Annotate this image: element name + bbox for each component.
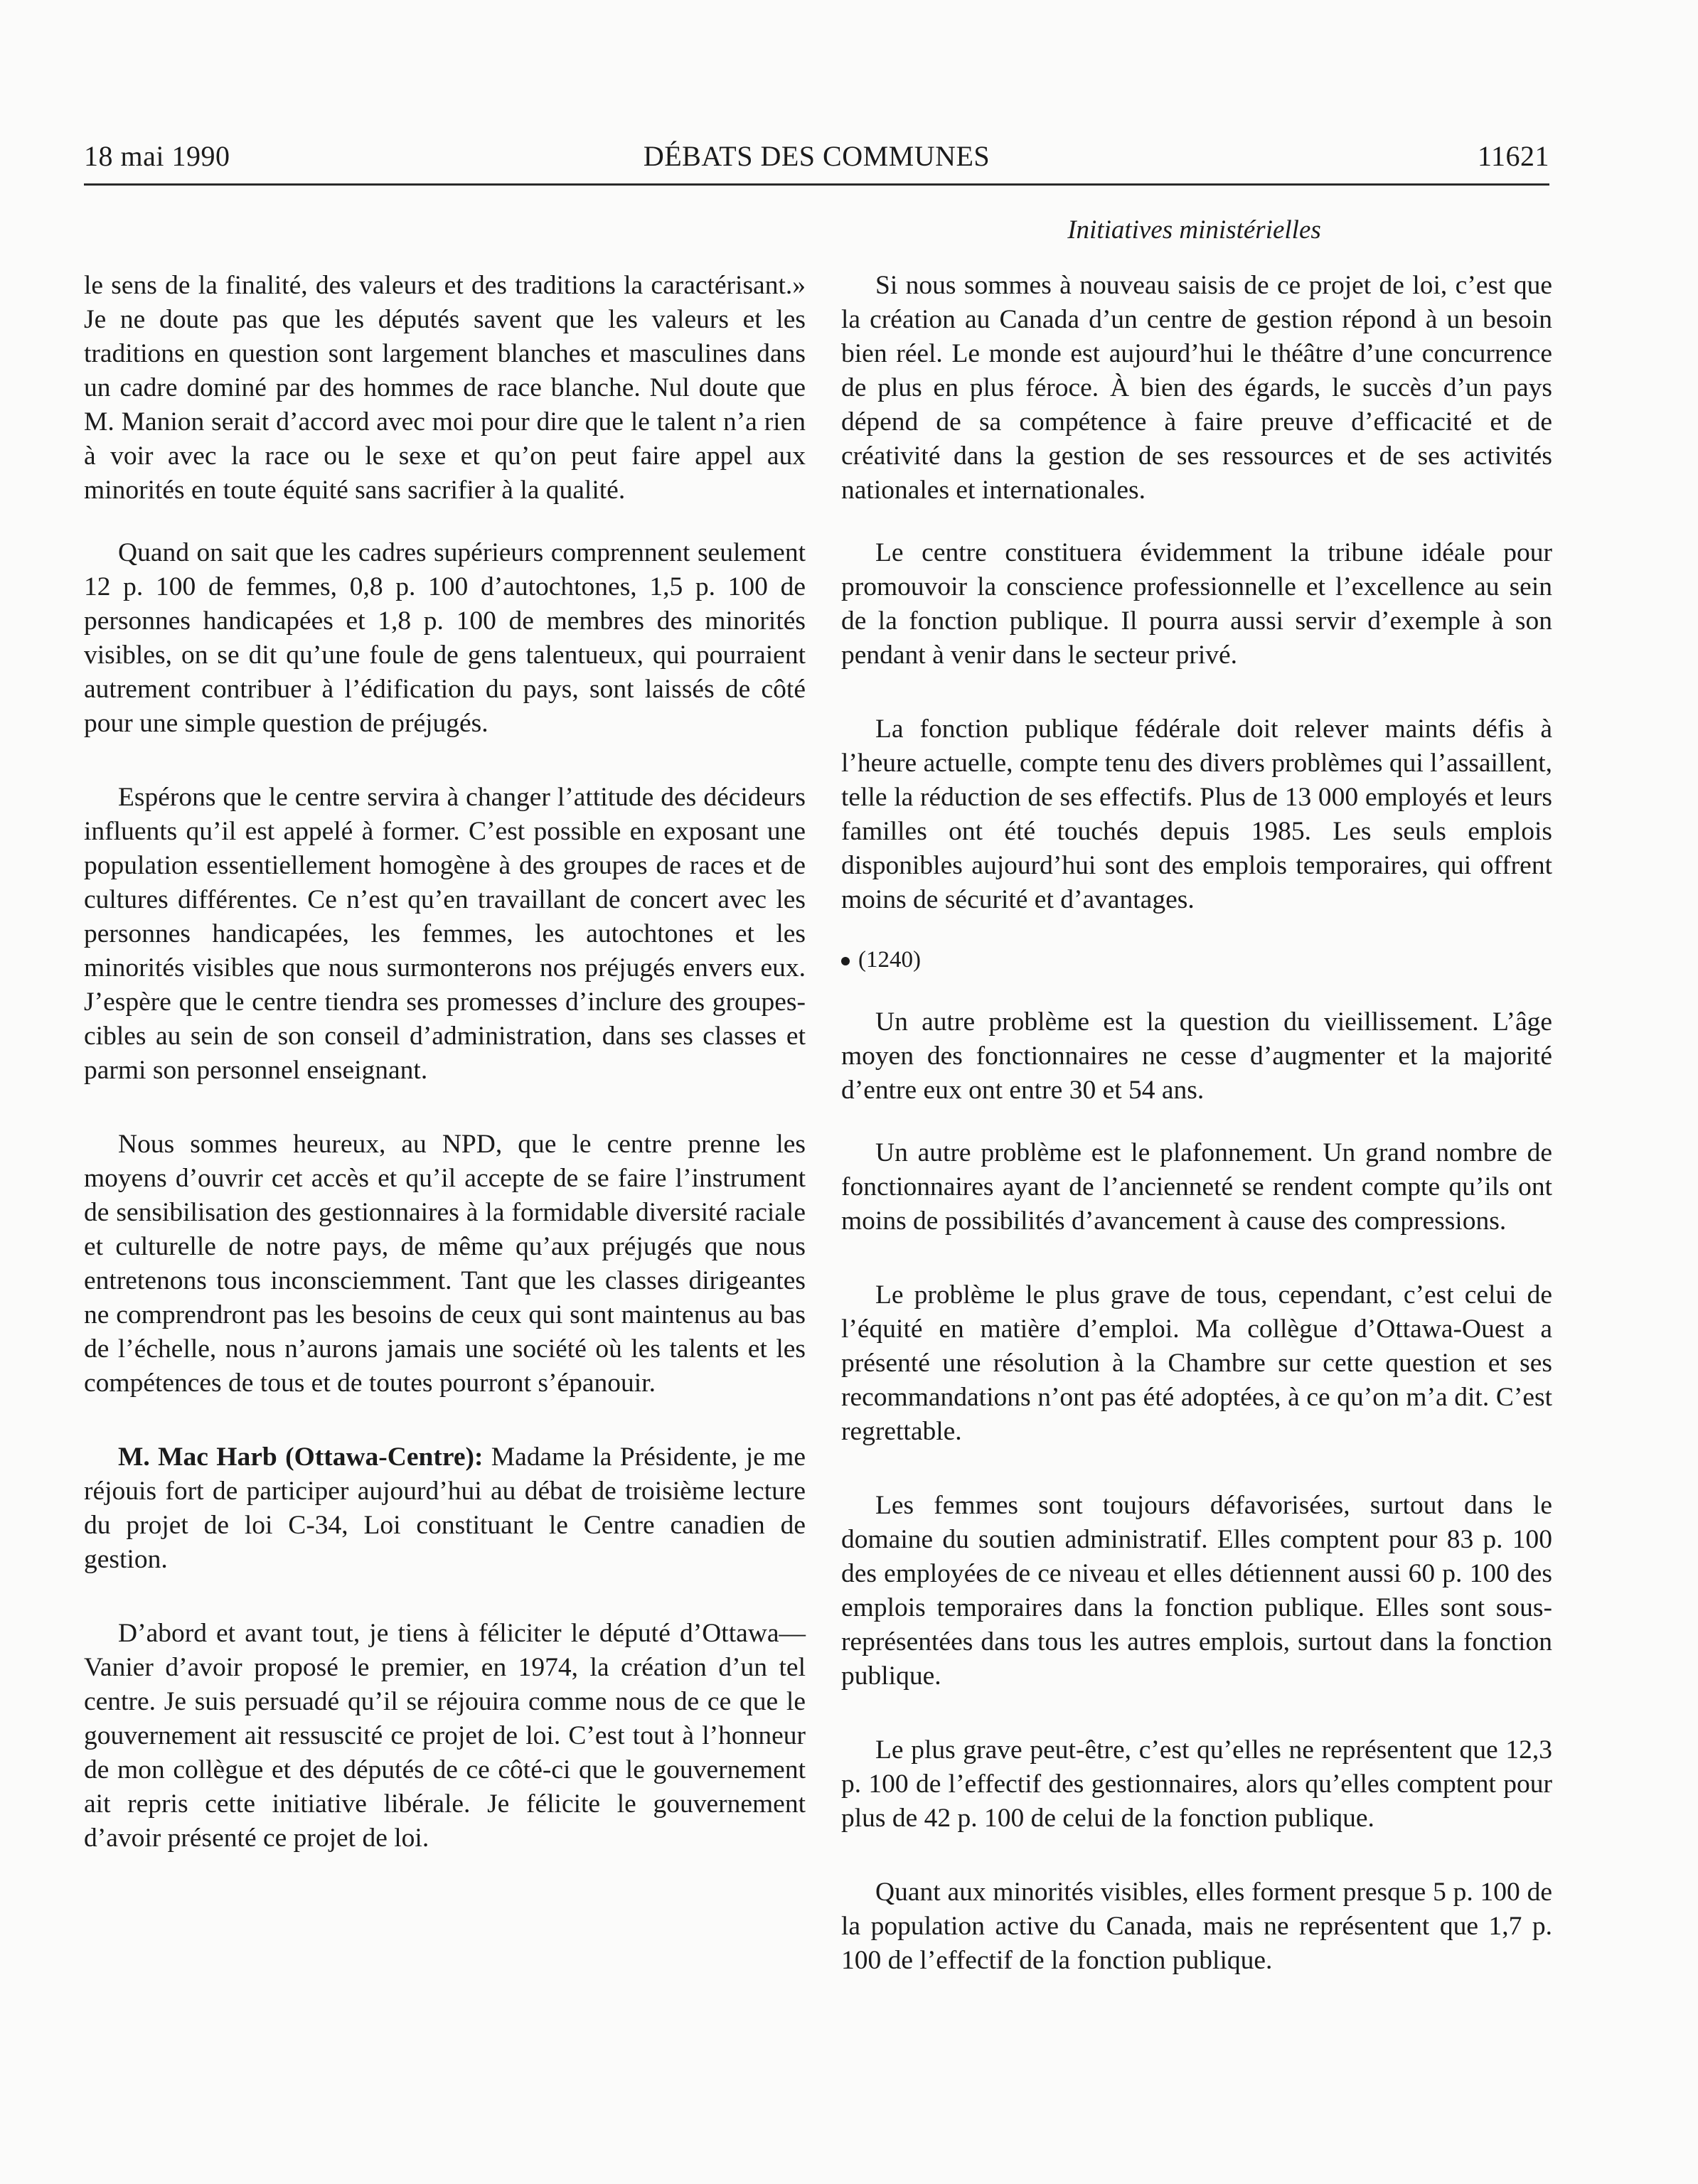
header-page-number: 11621 <box>1477 140 1549 172</box>
bullet-icon <box>841 957 850 965</box>
speaker-name: M. Mac Harb (Ottawa-Centre): <box>118 1442 484 1472</box>
paragraph: D’abord et avant tout, je tiens à féliciter le député d’Ottawa—Vanier d’avoir proposé le premier, en 1974, la création d’un tel centre. Je suis persuadé qu’il se réjouira comme nous de ce que le gouvernement ait ressuscité ce projet de loi. C’est tout à l’honneur de mon collègue et des députés de ce côté-ci que le gouvernement ait repris cette initiative libérale. Je félicite le gouvernement d’avoir présenté ce projet de loi. <box>84 1619 806 1853</box>
paragraph: Quand on sait que les cadres supérieurs comprennent seulement 12 p. 100 de femmes, 0,8 p. 100 d’autochtones, 1,5 p. 100 de personnes handicapées et 1,8 p. 100 de membres des minorités visibles, on se dit qu’une foule de gens talentueux, qui pourraient autrement contribuer à l’édification du pays, sont laissés de côté pour une simple question de préjugés. <box>84 538 806 738</box>
page-header <box>84 139 1549 186</box>
paragraph: Un autre problème est la question du vieillissement. L’âge moyen des fonctionnaires ne cesse d’augmenter et la majorité d’entre eux ont entre 30 et 54 ans. <box>841 1007 1552 1105</box>
paragraph: Un autre problème est le plafonnement. Un grand nombre de fonctionnaires ayant de l’ancienneté se rendent compte qu’ils ont moins de possibilités d’avancement à cause des compressions. <box>841 1138 1552 1236</box>
timestamp <box>841 946 1552 974</box>
paragraph: Nous sommes heureux, au NPD, que le centre prenne les moyens d’ouvrir cet accès et qu’il accepte de se faire l’instrument de sensibilisation des gestionnaires à la formidable diversité raciale et culturelle de notre pays, de même qu’aux préjugés que nous entretenons tous inconsciemment. Tant que les classes dirigeantes ne comprendront pas les besoins de ceux qui sont maintenus au bas de l’échelle, nous n’aurons jamais une société où les talents et les compétences de tous et de toutes pourront s’épanouir. <box>84 1130 806 1398</box>
timestamp-text: (1240) <box>858 947 921 973</box>
header-title: DÉBATS DES COMMUNES <box>643 140 990 172</box>
paragraph: Le centre constituera évidemment la tribune idéale pour promouvoir la conscience professionnelle et l’excellence au sein de la fonction publique. Il pourra aussi servir d’exemple à son pendant à venir dans le secteur privé. <box>841 538 1552 670</box>
right-column <box>841 269 1552 2006</box>
paragraph: Les femmes sont toujours défavorisées, surtout dans le domaine du soutien administratif. Elles comptent pour 83 p. 100 des employées de ce niveau et elles détiennent aussi 60 p. 100 des emplois temporaires dans la fonction publique. Elles sont sous-représentées dans tous les autres emplois, surtout dans la fonction publique. <box>841 1491 1552 1691</box>
paragraph: Quant aux minorités visibles, elles forment presque 5 p. 100 de la population active du Canada, mais ne représentent que 1,7 p. 100 de l’effectif de la fonction publique. <box>841 1878 1552 1975</box>
paragraph: Si nous sommes à nouveau saisis de ce projet de loi, c’est que la création au Canada d’un centre de gestion répond à un besoin bien réel. Le monde est aujourd’hui le théâtre d’une concurrence de plus en plus féroce. À bien des égards, le succès d’un pays dépend de sa compétence à faire preuve d’efficacité et de créativité dans la gestion de ses ressources et de ses activités nationales et internationales. <box>841 271 1552 505</box>
paragraph: le sens de la finalité, des valeurs et des traditions la caractérisant.» Je ne doute pas que les députés savent que les valeurs et les traditions en question sont largement blanches et masculines dans un cadre dominé par des hommes de race blanche. Nul doute que M. Manion serait d’accord avec moi pour dire que le talent n’a rien à voir avec la race ou le sexe et qu’on peut faire appel aux minorités en toute équité sans sacrifier à la qualité. <box>84 271 806 505</box>
paragraph: Espérons que le centre servira à changer l’attitude des décideurs influents qu’il est appelé à former. C’est possible en exposant une population essentiellement homogène à des groupes de races et de cultures différentes. Ce n’est qu’en travaillant de concert avec les personnes handicapées, les femmes, les autochtones et les minorités visibles que nous surmonterons nos préjugés envers eux. J’espère que le centre tiendra ses promesses d’inclure des groupes-cibles au sein de son conseil d’administration, dans ses classes et parmi son personnel enseignant. <box>84 783 806 1085</box>
section-label: Initiatives ministérielles <box>1067 215 1321 245</box>
paragraph: Le plus grave peut-être, c’est qu’elles ne représentent que 12,3 p. 100 de l’effectif des gestionnaires, alors qu’elles comptent pour plus de 42 p. 100 de celui de la fonction publique. <box>841 1735 1552 1833</box>
speaker-text: Madame la Présidente, je me réjouis fort de participer aujourd’hui au débat de troisième lecture du projet de loi C-34, Loi constituant le Centre canadien de gestion. <box>84 1442 806 1574</box>
header-date: 18 mai 1990 <box>84 140 230 172</box>
paragraph: Le problème le plus grave de tous, cependant, c’est celui de l’équité en matière d’emploi. Ma collègue d’Ottawa-Ouest a présenté une résolution à la Chambre sur cette question et ses recommandations n’ont pas été adoptées, à ce qu’on m’a dit. C’est regrettable. <box>841 1280 1552 1446</box>
paragraph: La fonction publique fédérale doit relever maints défis à l’heure actuelle, compte tenu des divers problèmes qui l’assaillent, telle la réduction de ses effectifs. Plus de 13 000 employés et leurs familles ont été touchés depuis 1985. Les seuls emplois disponibles aujourd’hui sont des emplois temporaires, qui offrent moins de sécurité et d’avantages. <box>841 714 1552 914</box>
left-column <box>84 269 806 1884</box>
speaker-paragraph <box>84 1440 806 1577</box>
